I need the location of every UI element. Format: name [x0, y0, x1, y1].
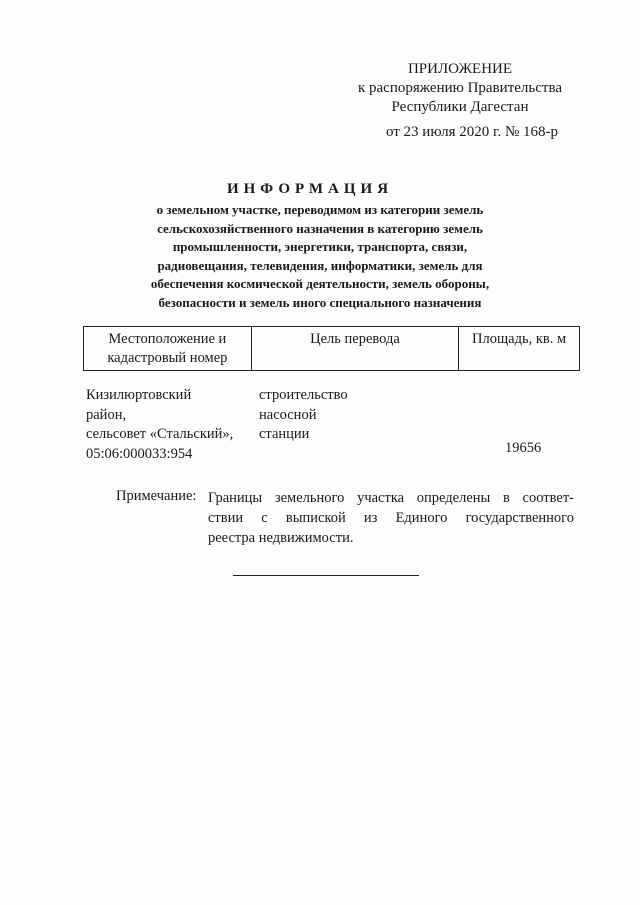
document-subtitle [90, 201, 550, 312]
subtitle-line: сельскохозяйственного назначения в категорию земель [157, 220, 483, 236]
purpose-line: станции [259, 426, 310, 442]
note-line: Границы земельного участка определены в соответ- [208, 490, 574, 506]
closing-rule [233, 575, 419, 576]
header-area: Площадь, кв. м [459, 327, 580, 371]
note-text [208, 488, 574, 548]
subtitle-line: радиовещания, телевидения, информатики, земель для [157, 257, 483, 273]
row-area: 19656 [505, 440, 542, 456]
purpose-line: строительство [259, 387, 348, 403]
row-location [86, 386, 233, 464]
table-header [83, 326, 580, 371]
subtitle-line: о земельном участке, переводимом из категории земель [156, 202, 484, 217]
subtitle-line: обеспечения космической деятельности, земель обороны, [150, 276, 490, 291]
row-purpose [259, 386, 348, 445]
appendix-block [330, 60, 590, 117]
note-label: Примечание: [116, 488, 197, 504]
header-location [84, 327, 252, 371]
subtitle-line: промышленности, энергетики, транспорта, связи, [172, 239, 468, 254]
header-location-line-1: Местоположение и [108, 331, 227, 347]
cadastral-number: 05:06:000033:954 [86, 445, 193, 462]
appendix-title: ПРИЛОЖЕНИЕ [407, 61, 513, 77]
location-line: район, [86, 406, 127, 423]
appendix-date: от 23 июля 2020 г. № 168-р [385, 124, 559, 140]
header-location-line-2: кадастровый номер [107, 350, 228, 366]
document-heading: ИНФОРМАЦИЯ [226, 181, 394, 197]
appendix-line-2: Республики Дагестан [391, 99, 529, 115]
location-line: Кизилюртовский [86, 387, 192, 403]
note-line: ствии с выпиской из Единого государственного [208, 510, 574, 526]
purpose-line: насосной [259, 406, 317, 423]
appendix-line-1: к распоряжению Правительства [357, 80, 562, 96]
subtitle-line: безопасности и земель иного специального назначения [158, 294, 482, 310]
header-purpose: Цель перевода [251, 327, 459, 371]
location-line: сельсовет «Стальский», [86, 426, 234, 442]
note-line: реестра недвижимости. [208, 530, 354, 546]
